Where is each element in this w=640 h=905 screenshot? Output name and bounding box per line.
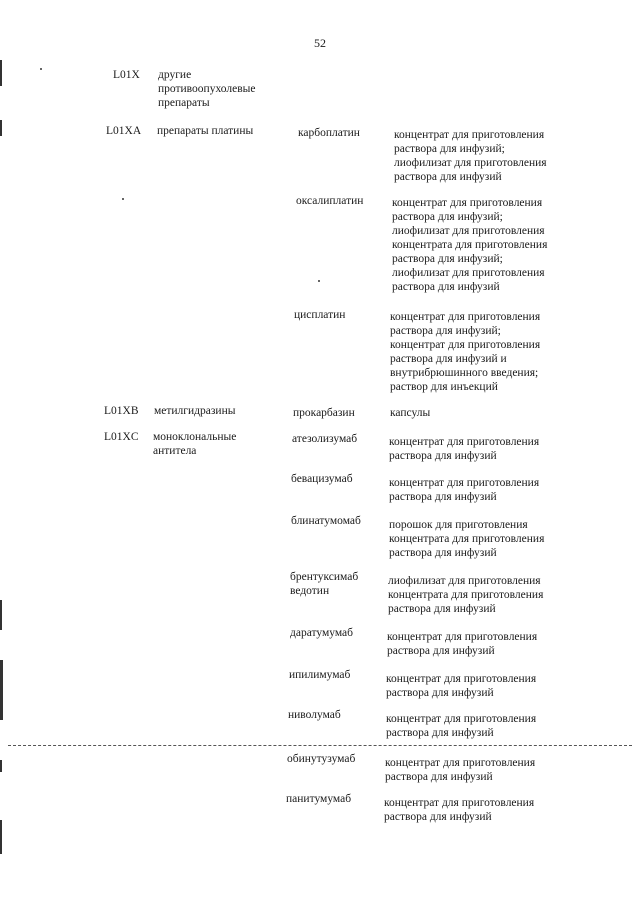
- scan-margin-mark: [0, 660, 3, 720]
- drug-name: карбоплатин: [298, 127, 360, 139]
- dosage-forms: [389, 476, 577, 504]
- dosage-form: концентрат для приготовления раствора для инфузий: [386, 673, 537, 699]
- scan-margin-mark: [0, 120, 2, 136]
- scan-margin-mark: [0, 600, 2, 630]
- drug-name: цисплатин: [294, 309, 346, 321]
- dosage-form: концентрат для приготовления раствора для инфузий: [389, 436, 540, 462]
- scan-speck: [122, 198, 124, 200]
- drug-name: бевацизумаб: [291, 473, 353, 485]
- atc-code: L01XC: [104, 431, 139, 443]
- scan-margin-mark: [0, 760, 2, 772]
- dosage-form: лиофилизат для приготовления концентрата для приготовления раствора для инфузий;: [392, 225, 548, 265]
- dosage-form: концентрат для приготовления раствора для инфузий: [384, 797, 535, 823]
- dosage-forms: [390, 406, 578, 420]
- dosage-form: капсулы: [390, 407, 431, 419]
- dosage-form: порошок для приготовления концентрата для приготовления раствора для инфузий: [389, 519, 545, 559]
- drug-name: оксалиплатин: [296, 195, 364, 207]
- dosage-forms: [392, 196, 580, 294]
- atc-code: L01XB: [104, 405, 139, 417]
- dosage-forms: [394, 128, 582, 184]
- dosage-forms: [385, 756, 573, 784]
- drug-name: атезолизумаб: [292, 433, 358, 445]
- dosage-forms: [390, 310, 578, 394]
- dosage-forms: [389, 435, 577, 463]
- atc-code: L01X: [113, 69, 140, 81]
- dosage-forms: [384, 796, 572, 824]
- scan-speck: [318, 280, 320, 282]
- drug-name: ипилимумаб: [289, 669, 351, 681]
- dosage-form: концентрат для приготовления раствора для инфузий;: [394, 129, 545, 155]
- group-name: моноклональные антитела: [153, 431, 237, 457]
- dosage-forms: [388, 574, 576, 616]
- drug-name: даратумумаб: [290, 627, 354, 639]
- dosage-form: концентрат для приготовления раствора для инфузий и внутрибрюшинного введения;: [390, 339, 541, 379]
- group-name: препараты платины: [157, 125, 254, 137]
- drug-name: ниволумаб: [288, 709, 341, 721]
- dosage-form: раствор для инъекций: [390, 381, 498, 393]
- dosage-form: концентрат для приготовления раствора для инфузий;: [390, 311, 541, 337]
- dosage-forms: [389, 518, 577, 560]
- dosage-form: концентрат для приготовления раствора для инфузий;: [392, 197, 543, 223]
- drug-name: блинатумомаб: [291, 515, 361, 527]
- group-name: метилгидразины: [154, 405, 236, 417]
- drug-name: панитумумаб: [286, 793, 352, 805]
- dosage-form: лиофилизат для приготовления раствора для инфузий: [392, 267, 545, 293]
- drug-name: прокарбазин: [293, 407, 355, 419]
- dosage-form: концентрат для приготовления раствора для инфузий: [389, 477, 540, 503]
- dosage-forms: [386, 672, 574, 700]
- dosage-form: лиофилизат для приготовления раствора для инфузий: [394, 157, 547, 183]
- page-break-line: [8, 745, 632, 746]
- dosage-form: концентрат для приготовления раствора для инфузий: [385, 757, 536, 783]
- scan-speck: [40, 68, 42, 70]
- drug-name: брентуксимаб ведотин: [290, 571, 359, 597]
- group-name: другие противоопухолевые препараты: [158, 69, 256, 109]
- scan-margin-mark: [0, 60, 2, 86]
- scan-margin-mark: [0, 820, 2, 854]
- drug-name: обинутузумаб: [287, 753, 356, 765]
- dosage-form: концентрат для приготовления раствора для инфузий: [386, 713, 537, 739]
- dosage-form: лиофилизат для приготовления концентрата для приготовления раствора для инфузий: [388, 575, 544, 615]
- atc-code: L01XA: [106, 125, 142, 137]
- dosage-form: концентрат для приготовления раствора для инфузий: [387, 631, 538, 657]
- dosage-forms: [386, 712, 574, 740]
- dosage-forms: [387, 630, 575, 658]
- page-number: 52: [314, 36, 326, 50]
